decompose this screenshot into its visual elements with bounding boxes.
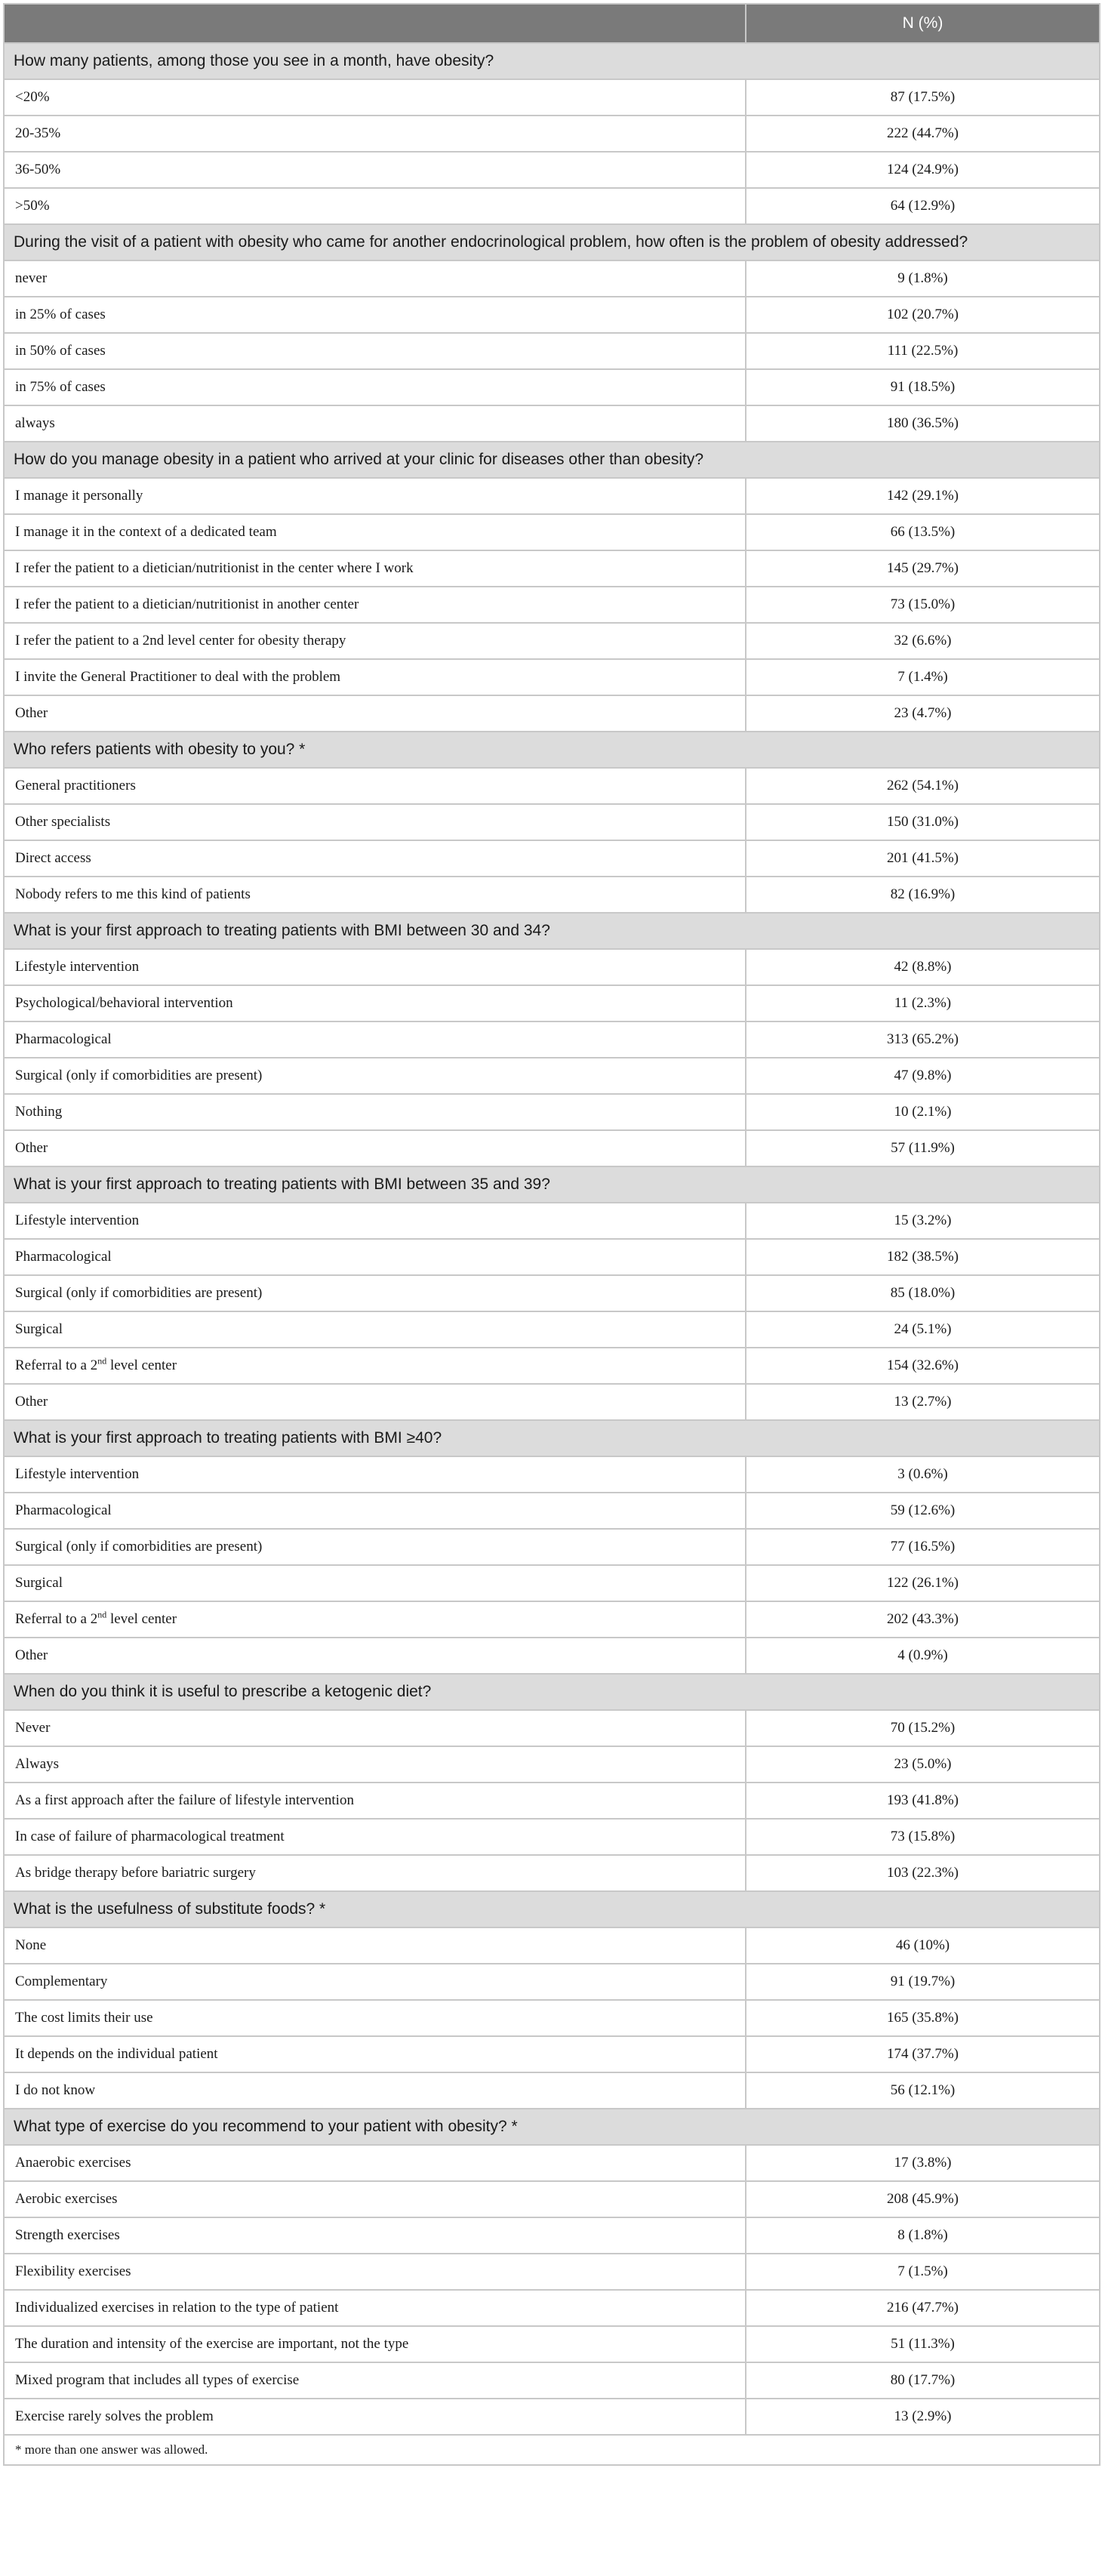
answer-label: 36-50% [4, 152, 746, 188]
answer-count: 80 (17.7%) [746, 2362, 1100, 2399]
answer-row [4, 152, 1100, 188]
answer-count: 262 (54.1%) [746, 768, 1100, 804]
question-text: What is your first approach to treating patients with BMI ≥40? [4, 1420, 1100, 1456]
answer-count: 77 (16.5%) [746, 1529, 1100, 1565]
answer-label: Other [4, 1638, 746, 1674]
answer-label: always [4, 405, 746, 442]
answer-row [4, 1348, 1100, 1384]
answer-row [4, 2362, 1100, 2399]
question-row [4, 442, 1100, 478]
answer-row [4, 79, 1100, 116]
answer-row [4, 2145, 1100, 2181]
answer-row [4, 2399, 1100, 2435]
answer-count: 7 (1.4%) [746, 659, 1100, 695]
answer-row [4, 1601, 1100, 1638]
answer-label: Surgical (only if comorbidities are present) [4, 1529, 746, 1565]
answer-count: 9 (1.8%) [746, 260, 1100, 297]
answer-row [4, 2290, 1100, 2326]
answer-label: Psychological/behavioral intervention [4, 985, 746, 1021]
answer-label: Flexibility exercises [4, 2254, 746, 2290]
answer-count: 124 (24.9%) [746, 152, 1100, 188]
answer-label-suffix: level center [106, 1357, 177, 1373]
answer-row [4, 297, 1100, 333]
question-text: What is your first approach to treating patients with BMI between 30 and 34? [4, 913, 1100, 949]
answer-label: Surgical [4, 1565, 746, 1601]
answer-count: 66 (13.5%) [746, 514, 1100, 550]
answer-count: 182 (38.5%) [746, 1239, 1100, 1275]
answer-count: 42 (8.8%) [746, 949, 1100, 985]
answer-label: Other [4, 1384, 746, 1420]
answer-label: Surgical [4, 1311, 746, 1348]
answer-label: Nothing [4, 1094, 746, 1130]
answer-row [4, 2036, 1100, 2072]
answer-label: Pharmacological [4, 1493, 746, 1529]
answer-row [4, 840, 1100, 877]
answer-count: 7 (1.5%) [746, 2254, 1100, 2290]
answer-count: 3 (0.6%) [746, 1456, 1100, 1493]
answer-label: Nobody refers to me this kind of patients [4, 877, 746, 913]
answer-row [4, 2072, 1100, 2109]
answer-label: Exercise rarely solves the problem [4, 2399, 746, 2435]
answer-row [4, 1746, 1100, 1783]
answer-count: 91 (19.7%) [746, 1964, 1100, 2000]
answer-label: The cost limits their use [4, 2000, 746, 2036]
header-n-percent-cell: N (%) [746, 4, 1100, 43]
answer-label: 20-35% [4, 116, 746, 152]
answer-label-text: Referral to a 2 [15, 1611, 98, 1627]
answer-row [4, 768, 1100, 804]
answer-count: 82 (16.9%) [746, 877, 1100, 913]
answer-row [4, 1710, 1100, 1746]
answer-row [4, 333, 1100, 369]
answer-label: I refer the patient to a 2nd level center for obesity therapy [4, 623, 746, 659]
answer-label: never [4, 260, 746, 297]
answer-count: 47 (9.8%) [746, 1058, 1100, 1094]
answer-count: 13 (2.9%) [746, 2399, 1100, 2435]
answer-row [4, 1311, 1100, 1348]
answer-row [4, 514, 1100, 550]
answer-label: in 50% of cases [4, 333, 746, 369]
answer-label: It depends on the individual patient [4, 2036, 746, 2072]
answer-row [4, 1239, 1100, 1275]
answer-label: Other [4, 695, 746, 732]
question-text: What is your first approach to treating patients with BMI between 35 and 39? [4, 1166, 1100, 1203]
answer-label: >50% [4, 188, 746, 224]
answer-row [4, 1456, 1100, 1493]
table-body [4, 43, 1100, 2435]
question-text: What is the usefulness of substitute foods? * [4, 1891, 1100, 1927]
answer-label: Mixed program that includes all types of exercise [4, 2362, 746, 2399]
answer-count: 73 (15.0%) [746, 587, 1100, 623]
answer-count: 23 (5.0%) [746, 1746, 1100, 1783]
answer-count: 17 (3.8%) [746, 2145, 1100, 2181]
answer-row [4, 587, 1100, 623]
answer-label: Strength exercises [4, 2217, 746, 2254]
answer-label: As a first approach after the failure of lifestyle intervention [4, 1783, 746, 1819]
answer-label: in 25% of cases [4, 297, 746, 333]
answer-label: I do not know [4, 2072, 746, 2109]
answer-row [4, 1783, 1100, 1819]
answer-count: 102 (20.7%) [746, 297, 1100, 333]
question-row [4, 1166, 1100, 1203]
answer-row [4, 550, 1100, 587]
question-text: When do you think it is useful to prescribe a ketogenic diet? [4, 1674, 1100, 1710]
answer-row [4, 1927, 1100, 1964]
answer-row [4, 116, 1100, 152]
answer-row [4, 877, 1100, 913]
answer-row [4, 1855, 1100, 1891]
answer-label: Individualized exercises in relation to the type of patient [4, 2290, 746, 2326]
answer-count: 165 (35.8%) [746, 2000, 1100, 2036]
answer-count: 180 (36.5%) [746, 405, 1100, 442]
answer-count: 145 (29.7%) [746, 550, 1100, 587]
answer-label: I refer the patient to a dietician/nutritionist in another center [4, 587, 746, 623]
answer-label: Complementary [4, 1964, 746, 2000]
answer-count: 73 (15.8%) [746, 1819, 1100, 1855]
answer-count: 142 (29.1%) [746, 478, 1100, 514]
answer-count: 222 (44.7%) [746, 116, 1100, 152]
answer-label: I refer the patient to a dietician/nutritionist in the center where I work [4, 550, 746, 587]
answer-count: 10 (2.1%) [746, 1094, 1100, 1130]
answer-label: Never [4, 1710, 746, 1746]
answer-count: 64 (12.9%) [746, 188, 1100, 224]
answer-label: Anaerobic exercises [4, 2145, 746, 2181]
answer-label: Other [4, 1130, 746, 1166]
answer-label: Surgical (only if comorbidities are present) [4, 1275, 746, 1311]
answer-count: 57 (11.9%) [746, 1130, 1100, 1166]
answer-row [4, 1021, 1100, 1058]
answer-row [4, 985, 1100, 1021]
answer-row [4, 260, 1100, 297]
answer-count: 70 (15.2%) [746, 1710, 1100, 1746]
answer-label: Lifestyle intervention [4, 949, 746, 985]
answer-label: Lifestyle intervention [4, 1203, 746, 1239]
answer-count: 150 (31.0%) [746, 804, 1100, 840]
answer-label: I manage it in the context of a dedicated team [4, 514, 746, 550]
answer-row [4, 1638, 1100, 1674]
footnote-row [4, 2435, 1100, 2465]
table-header-row [4, 4, 1100, 43]
answer-count: 11 (2.3%) [746, 985, 1100, 1021]
answer-label: Direct access [4, 840, 746, 877]
survey-table-container [3, 3, 1099, 2466]
answer-label: Lifestyle intervention [4, 1456, 746, 1493]
answer-label: In case of failure of pharmacological treatment [4, 1819, 746, 1855]
answer-label: General practitioners [4, 768, 746, 804]
answer-row [4, 2000, 1100, 2036]
ordinal-superscript: nd [97, 1355, 107, 1367]
answer-row [4, 1094, 1100, 1130]
answer-count: 201 (41.5%) [746, 840, 1100, 877]
answer-row [4, 1275, 1100, 1311]
answer-label [4, 1348, 746, 1384]
answer-count: 23 (4.7%) [746, 695, 1100, 732]
answer-label: As bridge therapy before bariatric surgery [4, 1855, 746, 1891]
answer-count: 15 (3.2%) [746, 1203, 1100, 1239]
answer-count: 208 (45.9%) [746, 2181, 1100, 2217]
question-text: During the visit of a patient with obesity who came for another endocrinological problem, how often is the problem of obesity addressed? [4, 224, 1100, 260]
footnote: * more than one answer was allowed. [4, 2435, 1100, 2465]
answer-count: 313 (65.2%) [746, 1021, 1100, 1058]
answer-count: 216 (47.7%) [746, 2290, 1100, 2326]
answer-row [4, 659, 1100, 695]
answer-label: Aerobic exercises [4, 2181, 746, 2217]
answer-count: 202 (43.3%) [746, 1601, 1100, 1638]
question-text: What type of exercise do you recommend to your patient with obesity? * [4, 2109, 1100, 2145]
answer-label: Pharmacological [4, 1239, 746, 1275]
question-text: Who refers patients with obesity to you? * [4, 732, 1100, 768]
answer-row [4, 1384, 1100, 1420]
answer-row [4, 1964, 1100, 2000]
answer-label: I manage it personally [4, 478, 746, 514]
answer-count: 85 (18.0%) [746, 1275, 1100, 1311]
answer-count: 46 (10%) [746, 1927, 1100, 1964]
answer-label [4, 1601, 746, 1638]
answer-row [4, 1493, 1100, 1529]
answer-row [4, 695, 1100, 732]
question-row [4, 1891, 1100, 1927]
answer-row [4, 804, 1100, 840]
answer-label: Always [4, 1746, 746, 1783]
answer-count: 59 (12.6%) [746, 1493, 1100, 1529]
answer-count: 103 (22.3%) [746, 1855, 1100, 1891]
answer-row [4, 1529, 1100, 1565]
answer-row [4, 2217, 1100, 2254]
answer-label: Surgical (only if comorbidities are present) [4, 1058, 746, 1094]
answer-row [4, 405, 1100, 442]
answer-count: 4 (0.9%) [746, 1638, 1100, 1674]
answer-row [4, 1565, 1100, 1601]
answer-row [4, 2254, 1100, 2290]
answer-count: 111 (22.5%) [746, 333, 1100, 369]
answer-row [4, 623, 1100, 659]
question-row [4, 2109, 1100, 2145]
answer-row [4, 478, 1100, 514]
header-question-cell [4, 4, 746, 43]
answer-label: <20% [4, 79, 746, 116]
question-row [4, 224, 1100, 260]
answer-label: Other specialists [4, 804, 746, 840]
question-text: How do you manage obesity in a patient who arrived at your clinic for diseases other than obesity? [4, 442, 1100, 478]
answer-row [4, 1058, 1100, 1094]
answer-count: 154 (32.6%) [746, 1348, 1100, 1384]
answer-count: 51 (11.3%) [746, 2326, 1100, 2362]
answer-label: Pharmacological [4, 1021, 746, 1058]
answer-row [4, 369, 1100, 405]
ordinal-superscript: nd [97, 1609, 107, 1620]
answer-label-text: Referral to a 2 [15, 1357, 98, 1373]
answer-count: 122 (26.1%) [746, 1565, 1100, 1601]
answer-count: 24 (5.1%) [746, 1311, 1100, 1348]
answer-count: 13 (2.7%) [746, 1384, 1100, 1420]
question-row [4, 43, 1100, 79]
answer-row [4, 2181, 1100, 2217]
answer-count: 174 (37.7%) [746, 2036, 1100, 2072]
answer-count: 87 (17.5%) [746, 79, 1100, 116]
answer-count: 8 (1.8%) [746, 2217, 1100, 2254]
answer-row [4, 188, 1100, 224]
answer-count: 32 (6.6%) [746, 623, 1100, 659]
question-row [4, 913, 1100, 949]
question-text: How many patients, among those you see in a month, have obesity? [4, 43, 1100, 79]
answer-row [4, 2326, 1100, 2362]
question-row [4, 1674, 1100, 1710]
answer-label-suffix: level center [106, 1611, 177, 1627]
answer-count: 56 (12.1%) [746, 2072, 1100, 2109]
question-row [4, 1420, 1100, 1456]
answer-row [4, 1203, 1100, 1239]
answer-count: 193 (41.8%) [746, 1783, 1100, 1819]
answer-label: The duration and intensity of the exercise are important, not the type [4, 2326, 746, 2362]
answer-count: 91 (18.5%) [746, 369, 1100, 405]
answer-row [4, 1819, 1100, 1855]
survey-results-table [3, 3, 1100, 2466]
answer-label: in 75% of cases [4, 369, 746, 405]
answer-row [4, 949, 1100, 985]
answer-label: None [4, 1927, 746, 1964]
answer-label: I invite the General Practitioner to deal with the problem [4, 659, 746, 695]
question-row [4, 732, 1100, 768]
answer-row [4, 1130, 1100, 1166]
